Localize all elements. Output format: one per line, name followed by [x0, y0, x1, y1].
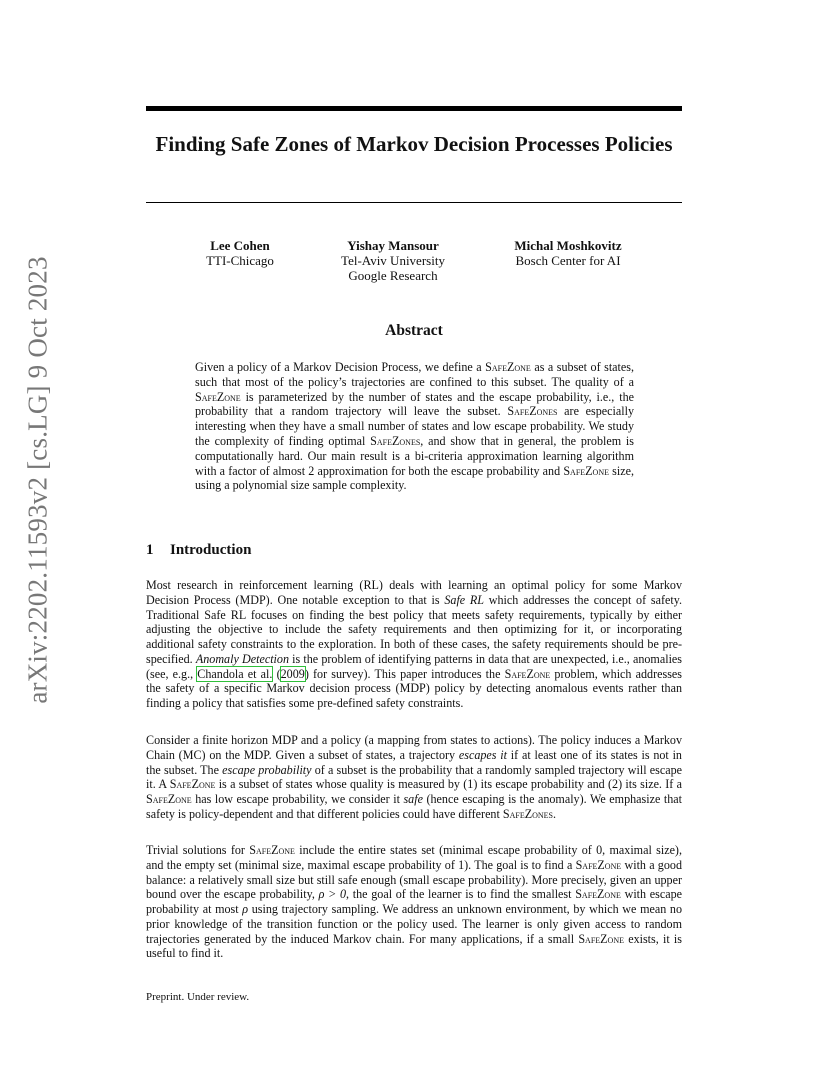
author-affiliation: Bosch Center for AI: [515, 253, 621, 268]
author-affiliation: Tel-Aviv University: [341, 253, 445, 268]
safezone-term: SafeZone: [485, 360, 531, 374]
intro-paragraph-3: Trivial solutions for SafeZone include the entire states set (minimal escape probability of 0, maximal size), and the empty set (minimal size, maximal escape probability of 1). The goal is to find a SafeZone with a good balance: a relatively small size but still safe enough (small escape probability). More precisely, given an upper bound over the escape probability, ρ > 0, the goal of the learner is to find the smallest SafeZone with escape probability at most ρ using trajectory sampling. We address an unknown environment, by which we mean no prior knowledge of the transition function or the policy used. The learner is only given access to random trajectories generated by the induced Markov chain. For many applications, if a small SafeZone exists, it is useful to find it.: [146, 843, 683, 961]
abstract-text: Given a policy of a Markov Decision Process, we define a SafeZone as a subset of states, such that most of the policy’s trajectories are confined to this subset. The quality of a SafeZone is parameterized by the number of states and the escape probability, i.e., the probability that a random trajectory will leave the subset. SafeZones are especially interesting when they have a small number of states and low escape probability. We study the complexity of finding optimal SafeZones, and show that in general, the problem is computationally hard. Our main result is a bi-criteria approximation learning algorithm with a factor of almost 2 approximation for both the escape probability and SafeZone size, using a polynomial size sample complexity.: [195, 360, 635, 493]
author-name: Lee Cohen: [210, 238, 270, 253]
author-affiliation: TTI-Chicago: [206, 253, 274, 268]
author-3: [492, 238, 644, 268]
safezone-term: SafeZone: [504, 666, 551, 681]
safezone-term: SafeZone: [578, 931, 624, 946]
author-name: Yishay Mansour: [347, 238, 439, 253]
author-affiliation-secondary: Google Research: [348, 268, 438, 283]
arxiv-identifier: arXiv:2202.11593v2 [cs.LG] 9 Oct 2023: [22, 256, 53, 704]
safezone-term: SafeZones: [370, 433, 421, 448]
footer-note: Preprint. Under review.: [146, 991, 250, 1003]
paper-title: Finding Safe Zones of Markov Decision Processes Policies: [155, 132, 673, 156]
author-2: [322, 238, 464, 283]
title-bottom-rule: [146, 202, 682, 203]
safezone-term: SafeZone: [169, 777, 216, 792]
safezone-term: SafeZone: [575, 857, 622, 872]
safezone-term: SafeZone: [575, 887, 621, 902]
abstract-heading: Abstract: [385, 322, 443, 339]
section-heading: [146, 542, 251, 559]
author-name: Michal Moshkovitz: [514, 238, 622, 253]
section-number: 1: [146, 542, 154, 558]
safezone-term: SafeZone: [195, 389, 241, 404]
citation-link[interactable]: Chandola et al.: [197, 666, 273, 681]
section-title: Introduction: [170, 542, 252, 558]
citation-year-link[interactable]: 2009: [280, 666, 305, 681]
intro-paragraph-1: Most research in reinforcement learning (RL) deals with learning an optimal policy for some Markov Decision Process (MDP). One notable exception to that is Safe RL which addresses the concept of safety. Traditional Safe RL focuses on finding the best policy that meets safety requirements, typically by either adjusting the objective to include the safety requirements and then optimizing for it, or incorporating additional safety constraints to the exploration. In both of these cases, the safety requirements should be pre-specified. Anomaly Detection is the problem of identifying patterns in data that are unexpected, i.e., anomalies (see, e.g., Chandola et al. (2009) for survey). This paper introduces the SafeZone problem, which addresses the safety of a specific Markov decision process (MDP) policy by detecting anomalous events rather than finding a policy that satisfies some pre-defined safety constraints.: [146, 578, 683, 710]
title-top-rule: [146, 106, 682, 111]
math-inline: ρ: [242, 902, 249, 916]
safezone-term: SafeZone: [249, 843, 295, 857]
safezone-term: SafeZones: [502, 806, 553, 821]
math-inline: ρ > 0: [318, 887, 347, 902]
safezone-term: SafeZones: [507, 404, 558, 419]
safezone-term: SafeZone: [563, 463, 609, 478]
safezone-term: SafeZone: [146, 792, 192, 806]
intro-paragraph-2: Consider a finite horizon MDP and a policy (a mapping from states to actions). The policy induces a Markov Chain (MC) on the MDP. Given a subset of states, a trajectory escapes it if at least one of its states is not in the subset. The escape probability of a subset is the probability that a randomly sampled trajectory will escape it. A SafeZone is a subset of states whose quality is measured by (1) its escape probability and (2) its size. If a SafeZone has low escape probability, we consider it safe (hence escaping is the anomaly). We emphasize that safety is policy-dependent and that different policies could have different SafeZones.: [146, 733, 682, 821]
author-1: [198, 238, 282, 268]
